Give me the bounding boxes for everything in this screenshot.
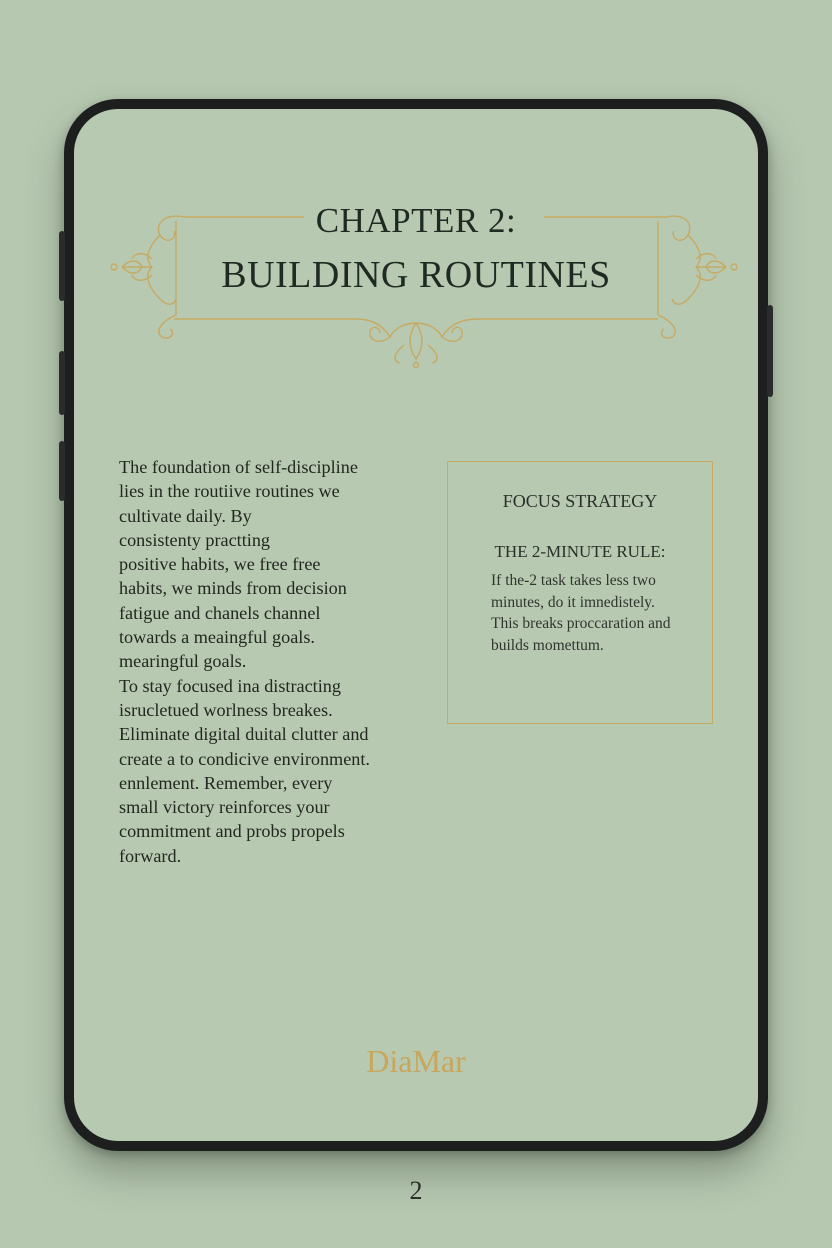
body-line: commitment and probs propels: [119, 821, 345, 842]
chapter-number-title: CHAPTER 2:: [315, 201, 517, 240]
rule-line: This breaks proccaration and: [491, 615, 671, 632]
power-button[interactable]: [767, 305, 773, 397]
body-line: positive habits, we free free: [119, 554, 321, 575]
body-line: small victory reinforces your: [119, 797, 330, 818]
body-line: The foundation of self-discipline: [119, 457, 358, 477]
chapter-body-text: [119, 455, 419, 868]
body-line: To stay focused ina distracting: [119, 675, 341, 696]
rule-line: builds momettum.: [491, 636, 604, 654]
body-line: isrucletued worlness breakes.: [119, 699, 333, 720]
rule-description: [491, 570, 701, 656]
body-line: consistenty practting: [119, 529, 271, 550]
rule-subheading: THE 2-MINUTE RULE:: [494, 542, 666, 561]
body-line: forward.: [119, 845, 182, 866]
body-line: towards a meaingful goals.: [119, 627, 315, 648]
body-line: lies in the routiive routines we: [119, 481, 340, 502]
body-line: mearingful goals.: [119, 651, 247, 672]
rule-line: If the-2 task takes less two: [491, 572, 656, 589]
brand-logo-text: DiaMar: [366, 1043, 466, 1079]
volume-up-button[interactable]: [59, 231, 65, 301]
body-line: ennlement. Remember, every: [119, 772, 333, 793]
page-number: 2: [409, 1176, 423, 1205]
body-line: cultivate daily. By: [119, 505, 252, 526]
side-button[interactable]: [59, 441, 65, 501]
body-line: Eliminate digital duital clutter and: [119, 724, 369, 745]
focus-strategy-heading: FOCUS STRATEGY: [502, 491, 658, 511]
tablet-device: [64, 99, 768, 1151]
ebook-page: [74, 109, 758, 1141]
rule-line: minutes, do it imnedistely.: [491, 593, 655, 611]
title-ornament-frame: [74, 109, 758, 379]
volume-down-button[interactable]: [59, 351, 65, 415]
body-line: habits, we minds from decision: [119, 578, 347, 599]
focus-strategy-box: [447, 461, 713, 724]
chapter-name-title: BUILDING ROUTINES: [221, 254, 611, 296]
body-line: create a to condicive environment.: [119, 748, 370, 769]
body-line: fatigue and chanels channel: [119, 602, 321, 623]
